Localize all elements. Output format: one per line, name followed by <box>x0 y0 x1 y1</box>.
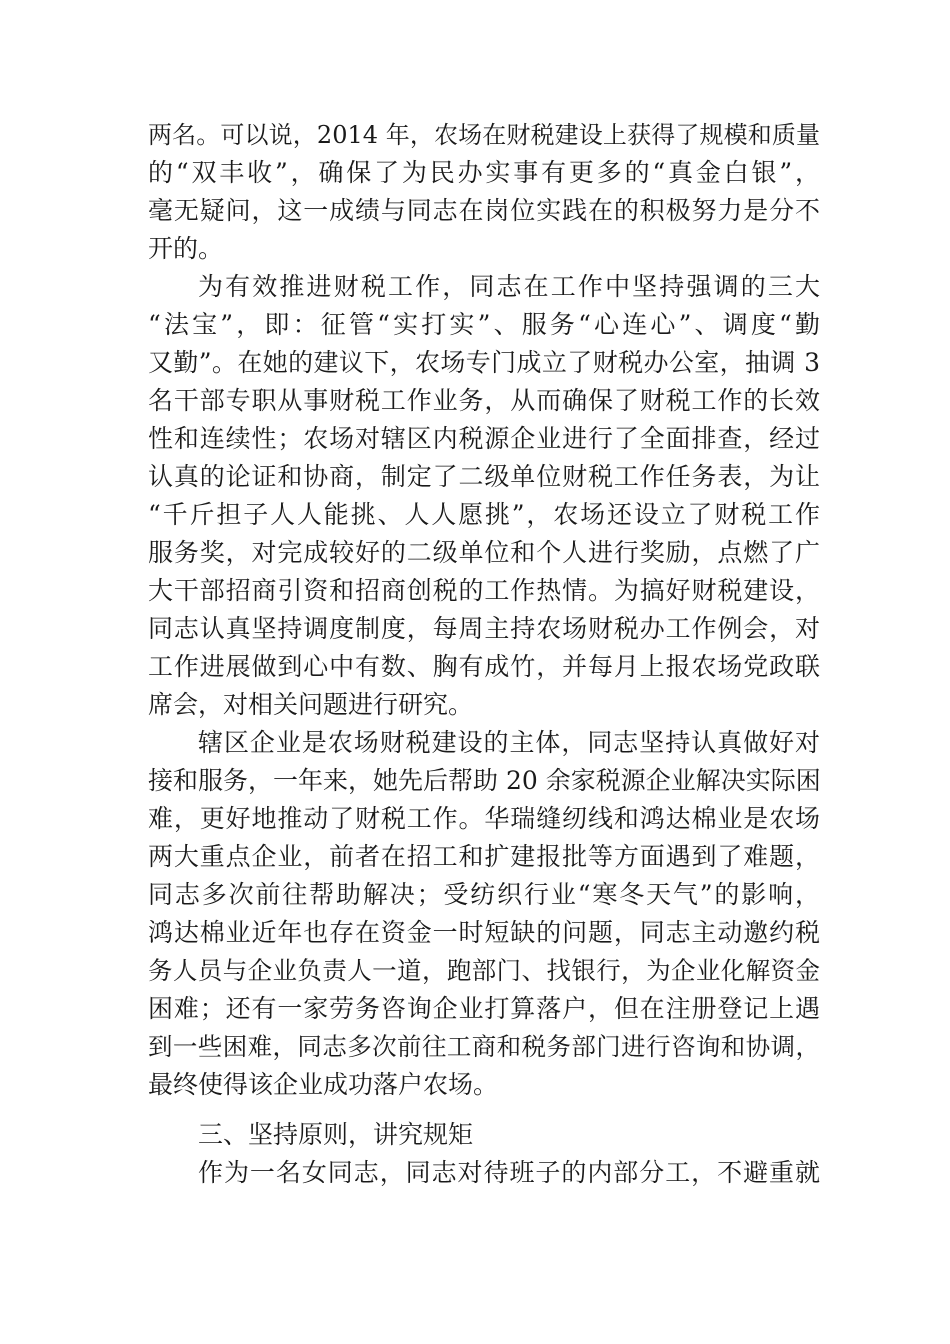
text-line: 席会，对相关问题进行研究。 <box>148 690 474 719</box>
text-line: 接和服务，一年来，她先后帮助 20 余家税源企业解决实际困 <box>148 766 821 795</box>
text-line: 开的。 <box>148 234 224 263</box>
text-line: 又勤”。在她的建议下，农场专门成立了财税办公室，抽调 3 <box>148 348 820 377</box>
text-line: 同志多次前往帮助解决；受纺织行业“寒冬天气”的影响， <box>148 880 820 909</box>
text-line: 最终使得该企业成功落户农场。 <box>148 1070 499 1099</box>
text-line: 认真的论证和协商，制定了二级单位财税工作任务表，为让 <box>148 462 820 491</box>
paragraph-first-line: 为有效推进财税工作，同志在工作中坚持强调的三大 <box>198 272 820 301</box>
text-line: “千斤担子人人能挑、人人愿挑”，农场还设立了财税工作 <box>148 500 820 529</box>
text-line: 性和连续性；农场对辖区内税源企业进行了全面排查，经过 <box>148 424 820 453</box>
text-line: 难，更好地推动了财税工作。华瑞缝纫线和鸿达棉业是农场 <box>148 804 820 833</box>
text-line: 困难；还有一家劳务咨询企业打算落户，但在注册登记上遇 <box>148 994 820 1023</box>
text-line: 务人员与企业负责人一道，跑部门、找银行，为企业化解资金 <box>148 956 820 985</box>
text-line: “法宝”，即：征管“实打实”、服务“心连心”、调度“勤 <box>148 310 820 339</box>
text-line: 服务奖，对完成较好的二级单位和个人进行奖励，点燃了广 <box>148 538 820 567</box>
text-line: 两名。可以说，2014 年，农场在财税建设上获得了规模和质量 <box>148 121 820 149</box>
text-line: 名干部专职从事财税工作业务，从而确保了财税工作的长效 <box>148 386 820 415</box>
text-line: 到一些困难，同志多次前往工商和税务部门进行咨询和协调， <box>148 1032 820 1061</box>
text-line: 鸿达棉业近年也存在资金一时短缺的问题，同志主动邀约税 <box>148 918 820 947</box>
text-line: 大干部招商引资和招商创税的工作热情。为搞好财税建设， <box>148 576 820 605</box>
text-line: 的“双丰收”，确保了为民办实事有更多的“真金白银”， <box>148 158 820 187</box>
section-heading: 三、坚持原则，讲究规矩 <box>198 1120 474 1149</box>
text-line: 工作进展做到心中有数、胸有成竹，并每月上报农场党政联 <box>148 652 820 681</box>
paragraph-first-line: 辖区企业是农场财税建设的主体，同志坚持认真做好对 <box>198 728 820 757</box>
paragraph-first-line: 作为一名女同志，同志对待班子的内部分工，不避重就 <box>198 1158 820 1187</box>
text-line: 毫无疑问，这一成绩与同志在岗位实践在的积极努力是分不 <box>148 196 820 225</box>
text-line: 同志认真坚持调度制度，每周主持农场财税办工作例会，对 <box>148 614 820 643</box>
text-line: 两大重点企业，前者在招工和扩建报批等方面遇到了难题， <box>148 842 820 871</box>
